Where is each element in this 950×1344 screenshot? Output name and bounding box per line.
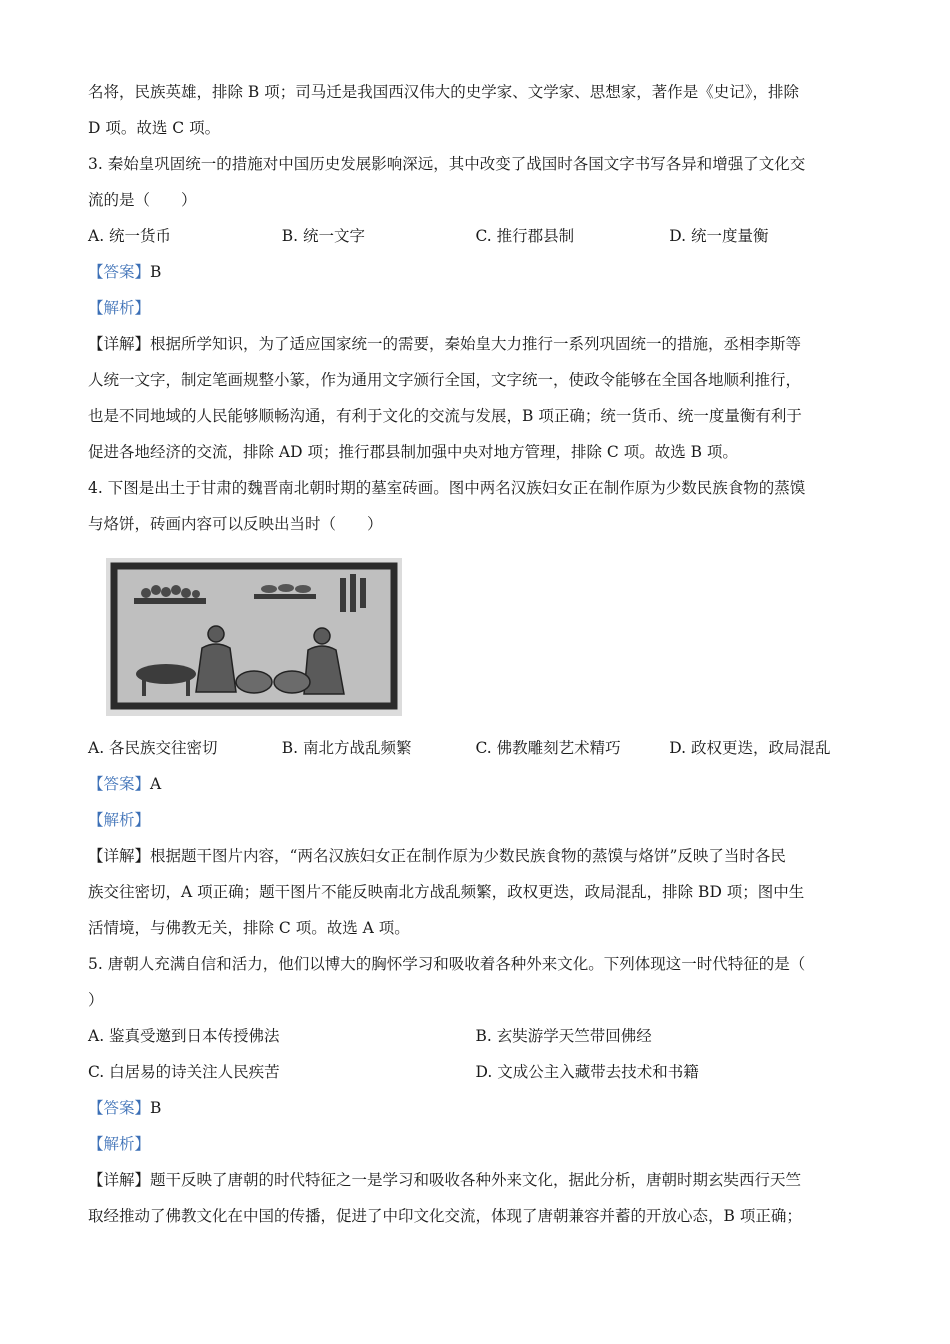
q3-stem-line-1: 3. 秦始皇巩固统一的措施对中国历史发展影响深远，其中改变了战国时各国文字书写各异和增强了文化交 <box>88 155 806 173</box>
q3-detail <box>88 326 863 470</box>
right-bowl <box>274 671 310 693</box>
detail-tag: 【详解】 <box>88 1171 151 1189</box>
q4-option-b: B. 南北方战乱频繁 <box>281 739 412 757</box>
tomb-brick-painting-image <box>104 556 404 718</box>
q3-detail-line-2: 人统一文字，制定笔画规整小篆，作为通用文字颁行全国，文字统一，使政令能够在全国各地顺利推行， <box>88 371 802 389</box>
question-5 <box>88 946 863 1234</box>
q3-detail-line-3: 也是不同地域的人民能够顺畅沟通，有利于文化的交流与发展，B 项正确；统一货币、统一度量衡有利于 <box>88 407 802 425</box>
question-4 <box>88 470 863 946</box>
q5-option-b: B. 玄奘游学天竺带回佛经 <box>475 1027 652 1045</box>
answer-value: B <box>150 1099 162 1117</box>
q4-options <box>88 730 863 766</box>
q3-detail-line-4: 促进各地经济的交流，排除 AD 项；推行郡县制加强中央对地方管理，排除 C 项。故选 B 项。 <box>88 443 738 461</box>
q3-answer <box>88 254 863 290</box>
q5-option-a: A. 鉴真受邀到日本传授佛法 <box>88 1027 280 1045</box>
q5-detail <box>88 1162 863 1234</box>
answer-tag: 【答案】 <box>88 263 151 281</box>
q4-analysis-tag: 【解析】 <box>88 811 151 829</box>
q4-answer <box>88 766 863 802</box>
question-3 <box>88 146 863 470</box>
q5-stem-line-1: 5. 唐朝人充满自信和活力，他们以博大的胸怀学习和吸收着各种外来文化。下列体现这一时代特征的是（ <box>88 955 806 973</box>
answer-value: B <box>150 263 162 281</box>
hanging-items <box>340 574 366 612</box>
flatbreads <box>261 584 311 593</box>
document-page <box>88 74 863 1234</box>
q4-detail-line-2: 族交往密切，A 项正确；题干图片不能反映南北方战乱频繁，政权更迭，政局混乱，排除 BD 项；图中生 <box>88 883 805 901</box>
q3-option-c: C. 推行郡县制 <box>475 227 575 245</box>
q5-options-row-2 <box>88 1054 863 1090</box>
q5-analysis-tag: 【解析】 <box>88 1135 151 1153</box>
q4-stem-line-1: 4. 下图是出土于甘肃的魏晋南北朝时期的墓室砖画。图中两名汉族妇女正在制作原为少数民族食物的蒸馍 <box>88 479 806 497</box>
q3-option-d: D. 统一度量衡 <box>669 227 769 245</box>
q4-detail-line-1: 根据题干图片内容，“两名汉族妇女正在制作原为少数民族食物的蒸馍与烙饼”反映了当时各民 <box>150 847 786 865</box>
q5-detail-line-2: 取经推动了佛教文化在中国的传播，促进了中印文化交流，体现了唐朝兼容并蓄的开放心态，B 项正确； <box>88 1207 802 1225</box>
q3-option-b: B. 统一文字 <box>281 227 365 245</box>
q5-option-d: D. 文成公主入藏带去技术和书籍 <box>475 1063 699 1081</box>
right-shelf <box>254 594 316 599</box>
intro-line-1: 名将，民族英雄，排除 B 项；司马迁是我国西汉伟大的史学家、文学家、思想家，著作是《史记》，排除 <box>88 83 799 101</box>
q4-option-d: D. 政权更迭，政局混乱 <box>669 739 831 757</box>
detail-tag: 【详解】 <box>88 335 151 353</box>
q4-detail-line-3: 活情境，与佛教无关，排除 C 项。故选 A 项。 <box>88 919 410 937</box>
intro-line-2: D 项。故选 C 项。 <box>88 119 221 137</box>
q5-detail-line-1: 题干反映了唐朝的时代特征之一是学习和吸收各种外来文化，据此分析，唐朝时期玄奘西行天竺 <box>150 1171 802 1189</box>
q3-analysis-tag: 【解析】 <box>88 299 151 317</box>
q3-options <box>88 218 863 254</box>
answer-tag: 【答案】 <box>88 1099 151 1117</box>
q3-detail-line-1: 根据所学知识，为了适应国家统一的需要，秦始皇大力推行一系列巩固统一的措施，丞相李斯等 <box>150 335 802 353</box>
answer-value: A <box>150 775 162 793</box>
answer-tag: 【答案】 <box>88 775 151 793</box>
q5-stem-line-2: ） <box>88 991 104 1009</box>
q4-detail <box>88 838 863 946</box>
q5-answer <box>88 1090 863 1126</box>
q3-stem-line-2: 流的是（ ） <box>88 191 197 209</box>
q5-options-row-1 <box>88 1018 863 1054</box>
q5-option-c: C. 白居易的诗关注人民疾苦 <box>88 1063 280 1081</box>
left-bowl <box>236 671 272 693</box>
q4-option-a: A. 各民族交往密切 <box>88 739 218 757</box>
q4-stem-line-2: 与烙饼，砖画内容可以反映出当时（ ） <box>88 515 383 533</box>
detail-tag: 【详解】 <box>88 847 151 865</box>
q4-option-c: C. 佛教雕刻艺术精巧 <box>475 739 621 757</box>
q3-option-a: A. 统一货币 <box>88 227 172 245</box>
left-shelf <box>134 598 206 604</box>
